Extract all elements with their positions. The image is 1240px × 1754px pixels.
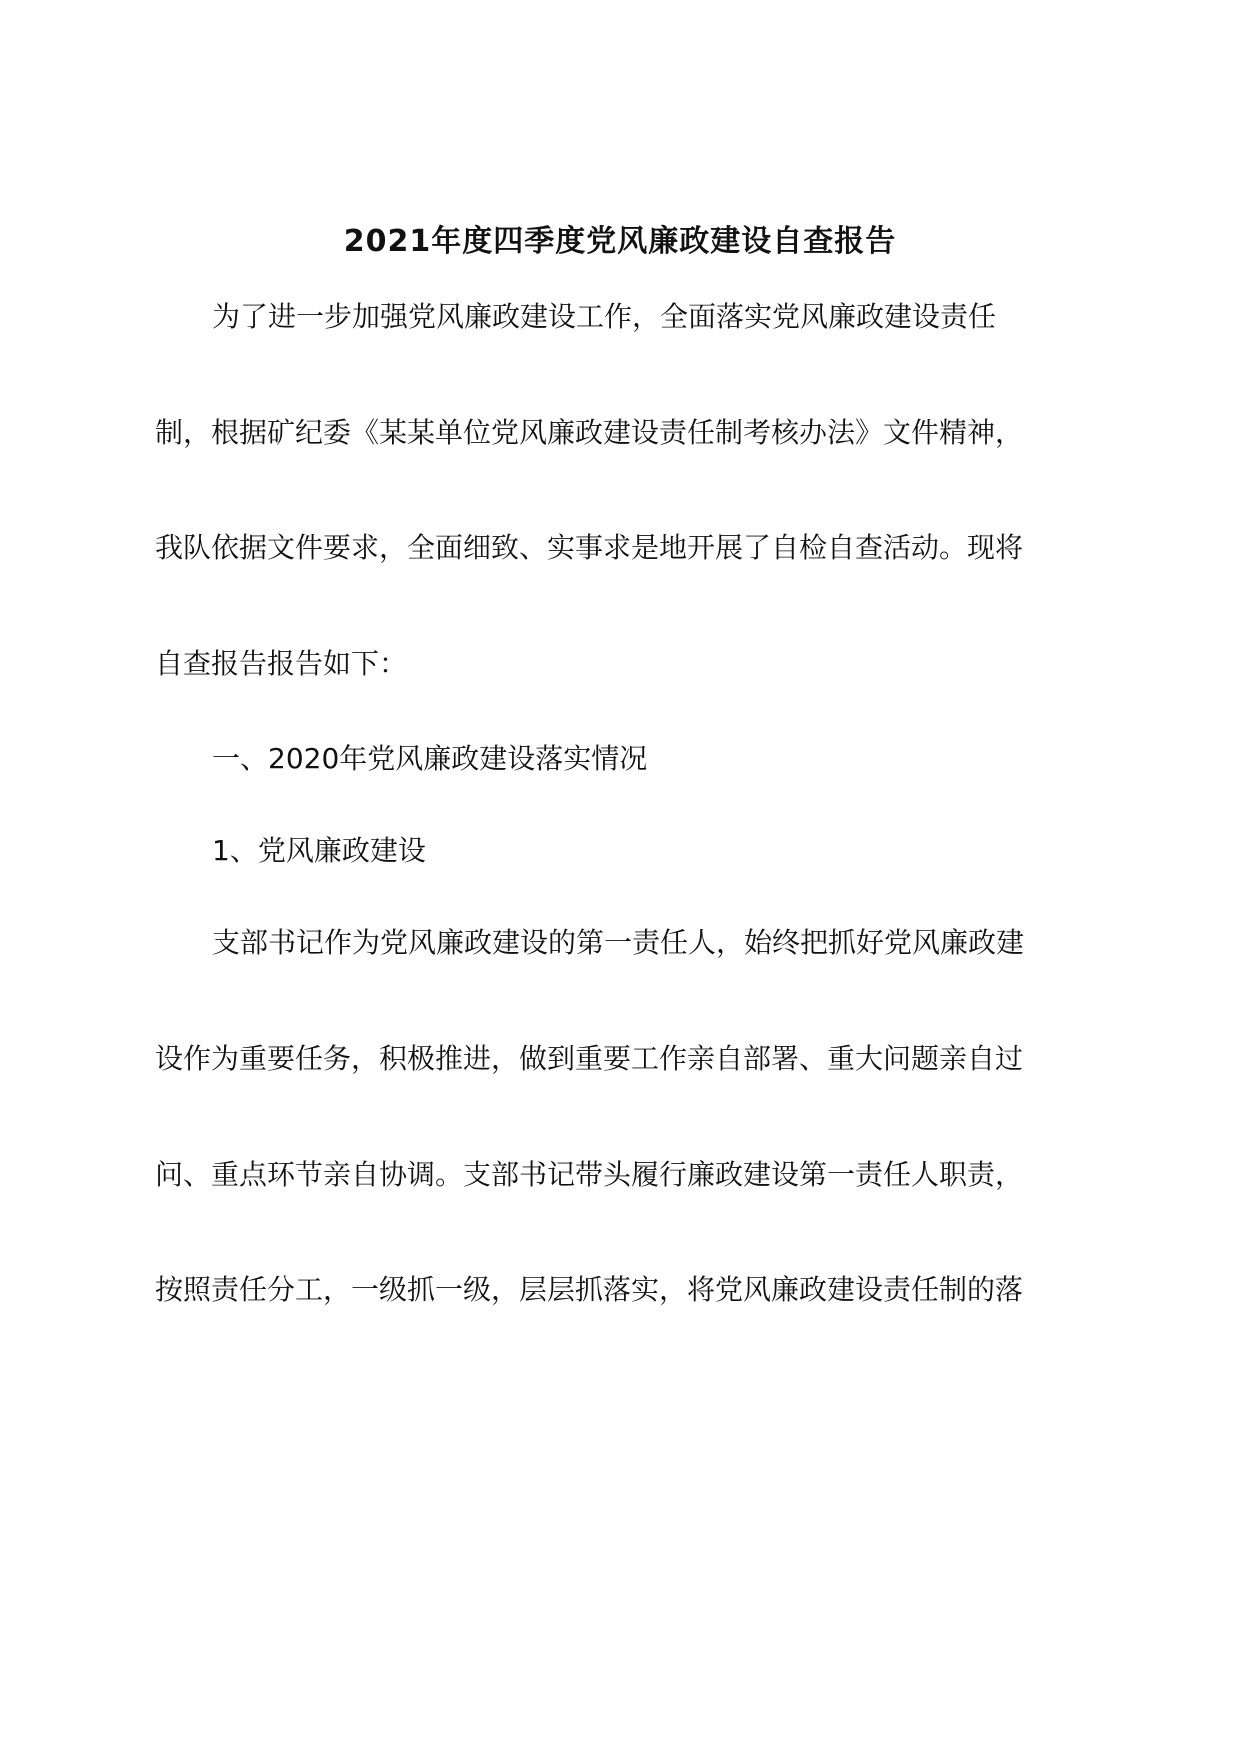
paragraph-line: 支部书记作为党风廉政建设的第一责任人，始终把抓好党风廉政建 — [212, 926, 1025, 959]
paragraph-line: 制，根据矿纪委《某某单位党风廉政建设责任制考核办法》文件精神， — [155, 416, 1024, 449]
paragraph-line: 问、重点环节亲自协调。支部书记带头履行廉政建设第一责任人职责， — [155, 1158, 1024, 1191]
paragraph-line: 设作为重要任务，积极推进，做到重要工作亲自部署、重大问题亲自过 — [155, 1042, 1024, 1075]
section-heading: 一、2020年党风廉政建设落实情况 — [212, 742, 648, 775]
document-title: 2021年度四季度党风廉政建设自查报告 — [343, 224, 897, 259]
paragraph-line: 自查报告报告如下： — [155, 647, 408, 680]
paragraph-line: 我队依据文件要求，全面细致、实事求是地开展了自检自查活动。现将 — [155, 531, 1024, 564]
paragraph-line: 按照责任分工，一级抓一级，层层抓落实，将党风廉政建设责任制的落 — [155, 1273, 1024, 1306]
paragraph-line: 为了进一步加强党风廉政建设工作，全面落实党风廉政建设责任 — [212, 300, 997, 333]
subsection-heading: 1、党风廉政建设 — [212, 834, 426, 867]
